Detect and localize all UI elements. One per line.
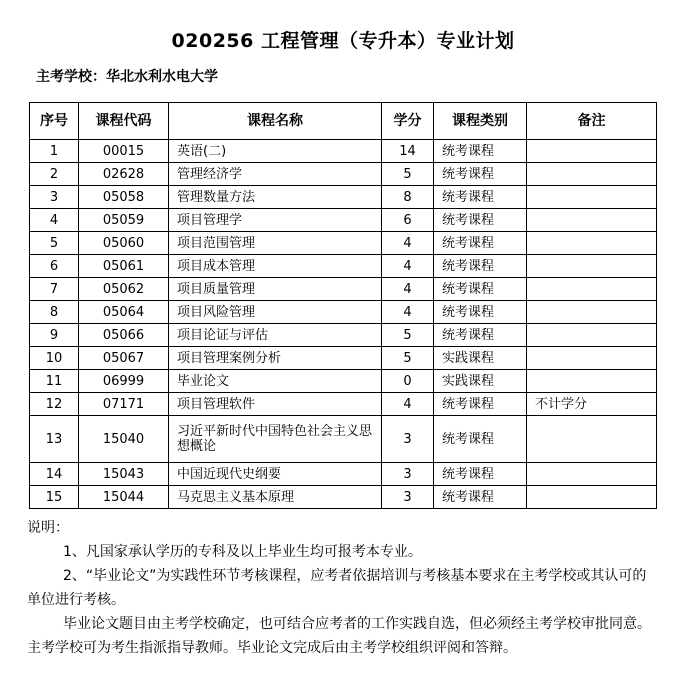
table-row — [30, 163, 657, 186]
course-no: 3 — [30, 186, 79, 209]
table-row — [30, 232, 657, 255]
course-code: 15044 — [79, 486, 169, 509]
course-no: 7 — [30, 278, 79, 301]
course-no: 15 — [30, 486, 79, 509]
table-row — [30, 393, 657, 416]
table-row — [30, 416, 657, 463]
course-credit: 8 — [382, 186, 434, 209]
table-row — [30, 255, 657, 278]
course-type: 统考课程 — [434, 232, 527, 255]
notes-section — [27, 516, 659, 660]
table-row — [30, 463, 657, 486]
course-name: 项目管理学 — [169, 209, 382, 232]
course-code: 15040 — [79, 416, 169, 463]
table-row — [30, 347, 657, 370]
course-credit: 4 — [382, 278, 434, 301]
course-name: 习近平新时代中国特色社会主义思想概论 — [169, 416, 382, 463]
table-row — [30, 486, 657, 509]
course-code: 06999 — [79, 370, 169, 393]
table-row — [30, 301, 657, 324]
course-credit: 3 — [382, 416, 434, 463]
course-code: 05067 — [79, 347, 169, 370]
course-no: 4 — [30, 209, 79, 232]
course-note — [527, 140, 657, 163]
header-credit: 学分 — [382, 103, 434, 140]
course-type: 统考课程 — [434, 324, 527, 347]
note-item-1: 1、凡国家承认学历的专科及以上毕业生均可报考本专业。 — [63, 544, 422, 560]
course-credit: 14 — [382, 140, 434, 163]
header-name: 课程名称 — [169, 103, 382, 140]
course-note — [527, 186, 657, 209]
course-no: 14 — [30, 463, 79, 486]
header-note: 备注 — [527, 103, 657, 140]
course-code: 05061 — [79, 255, 169, 278]
note-item-3: 毕业论文题目由主考学校确定，也可结合应考者的工作实践自选，但必须经主考学校审批同意。主考学校可为考生指派指导教师。毕业论文完成后由主考学校组织评阅和答辩。 — [27, 616, 651, 656]
course-no: 6 — [30, 255, 79, 278]
course-type: 统考课程 — [434, 255, 527, 278]
course-type: 统考课程 — [434, 416, 527, 463]
course-credit: 4 — [382, 255, 434, 278]
course-type: 统考课程 — [434, 463, 527, 486]
course-note — [527, 255, 657, 278]
course-note — [527, 301, 657, 324]
course-note — [527, 347, 657, 370]
course-name: 项目范围管理 — [169, 232, 382, 255]
note-item-2: 2、“毕业论文”为实践性环节考核课程，应考者依据培训与考核基本要求在主考学校或其认可的单位进行考核。 — [27, 568, 647, 608]
course-credit: 3 — [382, 486, 434, 509]
course-code: 05062 — [79, 278, 169, 301]
course-code: 05058 — [79, 186, 169, 209]
course-note — [527, 163, 657, 186]
course-no: 10 — [30, 347, 79, 370]
course-name: 马克思主义基本原理 — [169, 486, 382, 509]
course-no: 11 — [30, 370, 79, 393]
course-note — [527, 486, 657, 509]
host-school-line: 主考学校：华北水利水电大学 — [36, 69, 218, 85]
course-credit: 5 — [382, 163, 434, 186]
course-note — [527, 324, 657, 347]
course-code: 00015 — [79, 140, 169, 163]
course-type: 统考课程 — [434, 301, 527, 324]
course-name: 英语(二) — [169, 140, 382, 163]
course-code: 07171 — [79, 393, 169, 416]
course-note — [527, 463, 657, 486]
course-name: 项目风险管理 — [169, 301, 382, 324]
course-type: 统考课程 — [434, 163, 527, 186]
course-no: 5 — [30, 232, 79, 255]
course-note — [527, 278, 657, 301]
course-type: 实践课程 — [434, 370, 527, 393]
course-credit: 3 — [382, 463, 434, 486]
course-code: 05060 — [79, 232, 169, 255]
table-header-row — [30, 103, 657, 140]
course-type: 统考课程 — [434, 140, 527, 163]
course-note — [527, 232, 657, 255]
header-code: 课程代码 — [79, 103, 169, 140]
course-type: 统考课程 — [434, 209, 527, 232]
table-row — [30, 140, 657, 163]
course-type: 统考课程 — [434, 486, 527, 509]
course-name: 项目管理软件 — [169, 393, 382, 416]
header-type: 课程类别 — [434, 103, 527, 140]
course-type: 统考课程 — [434, 393, 527, 416]
course-no: 8 — [30, 301, 79, 324]
table-row — [30, 209, 657, 232]
course-credit: 6 — [382, 209, 434, 232]
course-name: 毕业论文 — [169, 370, 382, 393]
header-no: 序号 — [30, 103, 79, 140]
course-type: 统考课程 — [434, 278, 527, 301]
course-code: 05064 — [79, 301, 169, 324]
course-name: 管理经济学 — [169, 163, 382, 186]
course-note — [527, 370, 657, 393]
notes-heading: 说明： — [27, 520, 69, 536]
course-code: 15043 — [79, 463, 169, 486]
table-row — [30, 370, 657, 393]
course-no: 12 — [30, 393, 79, 416]
course-no: 2 — [30, 163, 79, 186]
course-type: 统考课程 — [434, 186, 527, 209]
course-name: 项目管理案例分析 — [169, 347, 382, 370]
course-credit: 5 — [382, 324, 434, 347]
course-note — [527, 416, 657, 463]
table-row — [30, 324, 657, 347]
course-credit: 4 — [382, 301, 434, 324]
course-note — [527, 209, 657, 232]
table-row — [30, 278, 657, 301]
course-credit: 0 — [382, 370, 434, 393]
course-no: 9 — [30, 324, 79, 347]
course-code: 05066 — [79, 324, 169, 347]
course-code: 02628 — [79, 163, 169, 186]
course-no: 13 — [30, 416, 79, 463]
course-type: 实践课程 — [434, 347, 527, 370]
course-name: 中国近现代史纲要 — [169, 463, 382, 486]
course-credit: 4 — [382, 232, 434, 255]
course-name: 项目论证与评估 — [169, 324, 382, 347]
course-credit: 4 — [382, 393, 434, 416]
course-name: 项目成本管理 — [169, 255, 382, 278]
course-credit: 5 — [382, 347, 434, 370]
course-plan-table — [29, 102, 657, 509]
course-name: 管理数量方法 — [169, 186, 382, 209]
page-title: 020256 工程管理（专升本）专业计划 — [171, 30, 515, 52]
course-name: 项目质量管理 — [169, 278, 382, 301]
course-code: 05059 — [79, 209, 169, 232]
course-no: 1 — [30, 140, 79, 163]
course-note: 不计学分 — [527, 393, 657, 416]
table-row — [30, 186, 657, 209]
